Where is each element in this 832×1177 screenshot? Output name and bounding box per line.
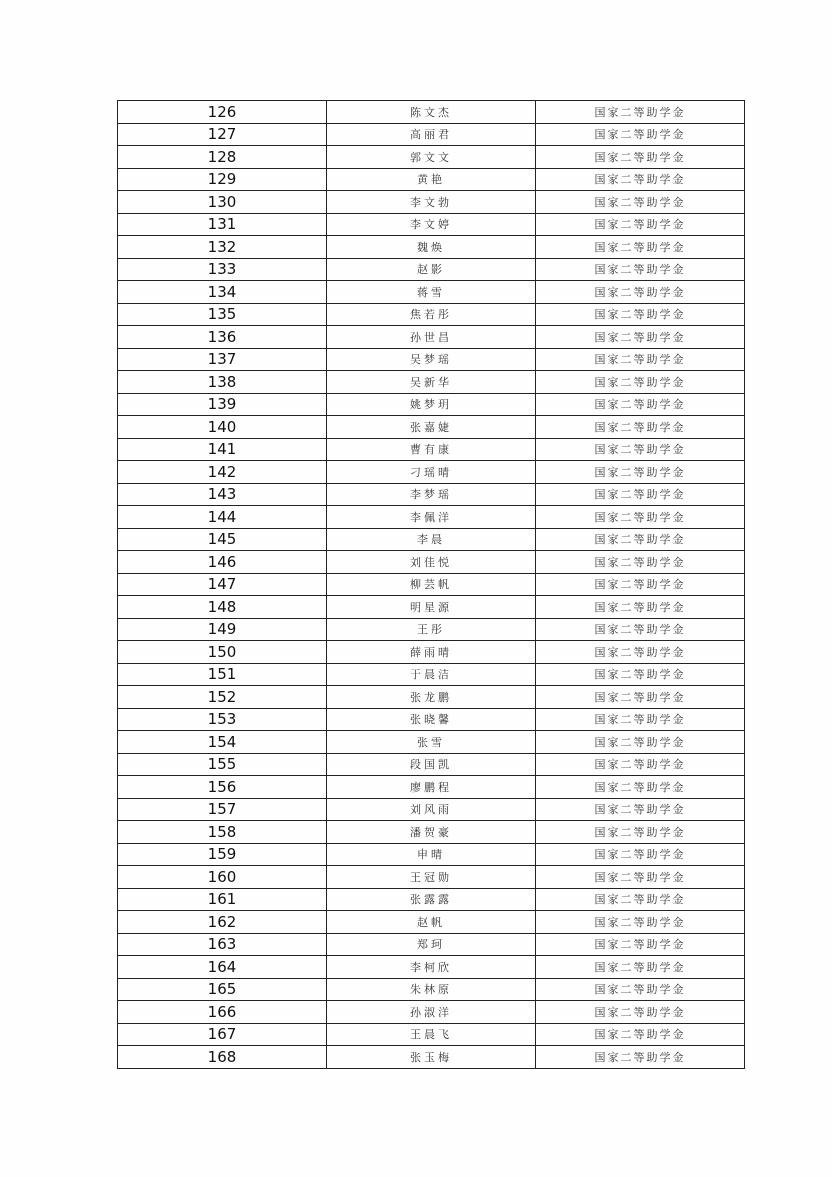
award-type-cell: 国家二等助学金 xyxy=(536,461,745,484)
table-row xyxy=(118,1001,745,1024)
table-row xyxy=(118,461,745,484)
student-name-cell: 薛雨晴 xyxy=(327,641,536,664)
student-name-cell: 刁瑶晴 xyxy=(327,461,536,484)
student-name-cell: 李梦瑶 xyxy=(327,483,536,506)
award-type-cell: 国家二等助学金 xyxy=(536,573,745,596)
row-number-cell: 168 xyxy=(118,1046,327,1069)
award-type-cell: 国家二等助学金 xyxy=(536,528,745,551)
student-name-cell: 段国凯 xyxy=(327,753,536,776)
award-type-cell: 国家二等助学金 xyxy=(536,483,745,506)
table-row xyxy=(118,708,745,731)
award-type-cell: 国家二等助学金 xyxy=(536,798,745,821)
table-row xyxy=(118,978,745,1001)
award-type-cell: 国家二等助学金 xyxy=(536,551,745,574)
row-number-cell: 140 xyxy=(118,416,327,439)
table-row xyxy=(118,303,745,326)
row-number-cell: 129 xyxy=(118,168,327,191)
award-type-cell: 国家二等助学金 xyxy=(536,258,745,281)
row-number-cell: 145 xyxy=(118,528,327,551)
award-type-cell: 国家二等助学金 xyxy=(536,978,745,1001)
student-name-cell: 孙世昌 xyxy=(327,326,536,349)
student-name-cell: 申晴 xyxy=(327,843,536,866)
row-number-cell: 158 xyxy=(118,821,327,844)
award-type-cell: 国家二等助学金 xyxy=(536,191,745,214)
table-row xyxy=(118,821,745,844)
table-row xyxy=(118,123,745,146)
student-name-cell: 李文婷 xyxy=(327,213,536,236)
award-table xyxy=(117,100,745,1069)
student-name-cell: 郭文文 xyxy=(327,146,536,169)
row-number-cell: 165 xyxy=(118,978,327,1001)
row-number-cell: 130 xyxy=(118,191,327,214)
award-type-cell: 国家二等助学金 xyxy=(536,731,745,754)
row-number-cell: 167 xyxy=(118,1023,327,1046)
student-name-cell: 李柯欣 xyxy=(327,956,536,979)
award-type-cell: 国家二等助学金 xyxy=(536,168,745,191)
row-number-cell: 126 xyxy=(118,101,327,124)
row-number-cell: 154 xyxy=(118,731,327,754)
table-row xyxy=(118,573,745,596)
student-name-cell: 李佩洋 xyxy=(327,506,536,529)
table-row xyxy=(118,911,745,934)
row-number-cell: 128 xyxy=(118,146,327,169)
student-name-cell: 张玉梅 xyxy=(327,1046,536,1069)
row-number-cell: 153 xyxy=(118,708,327,731)
table-row xyxy=(118,416,745,439)
award-table-body xyxy=(118,101,745,1069)
award-type-cell: 国家二等助学金 xyxy=(536,393,745,416)
table-row xyxy=(118,348,745,371)
row-number-cell: 131 xyxy=(118,213,327,236)
row-number-cell: 143 xyxy=(118,483,327,506)
award-type-cell: 国家二等助学金 xyxy=(536,213,745,236)
award-type-cell: 国家二等助学金 xyxy=(536,281,745,304)
table-row xyxy=(118,146,745,169)
award-type-cell: 国家二等助学金 xyxy=(536,708,745,731)
award-type-cell: 国家二等助学金 xyxy=(536,888,745,911)
row-number-cell: 144 xyxy=(118,506,327,529)
table-row xyxy=(118,191,745,214)
table-row xyxy=(118,438,745,461)
table-row xyxy=(118,168,745,191)
table-row xyxy=(118,326,745,349)
table-row xyxy=(118,281,745,304)
student-name-cell: 刘风雨 xyxy=(327,798,536,821)
table-row xyxy=(118,371,745,394)
row-number-cell: 139 xyxy=(118,393,327,416)
award-type-cell: 国家二等助学金 xyxy=(536,303,745,326)
row-number-cell: 152 xyxy=(118,686,327,709)
table-row xyxy=(118,731,745,754)
table-row xyxy=(118,506,745,529)
student-name-cell: 王晨飞 xyxy=(327,1023,536,1046)
award-type-cell: 国家二等助学金 xyxy=(536,506,745,529)
student-name-cell: 赵影 xyxy=(327,258,536,281)
student-name-cell: 张雪 xyxy=(327,731,536,754)
row-number-cell: 147 xyxy=(118,573,327,596)
table-row xyxy=(118,551,745,574)
row-number-cell: 156 xyxy=(118,776,327,799)
student-name-cell: 姚梦玥 xyxy=(327,393,536,416)
student-name-cell: 廖鹏程 xyxy=(327,776,536,799)
table-row xyxy=(118,101,745,124)
award-type-cell: 国家二等助学金 xyxy=(536,236,745,259)
student-name-cell: 魏焕 xyxy=(327,236,536,259)
row-number-cell: 151 xyxy=(118,663,327,686)
student-name-cell: 吴梦瑶 xyxy=(327,348,536,371)
student-name-cell: 吴新华 xyxy=(327,371,536,394)
student-name-cell: 赵帆 xyxy=(327,911,536,934)
student-name-cell: 郑珂 xyxy=(327,933,536,956)
award-type-cell: 国家二等助学金 xyxy=(536,371,745,394)
row-number-cell: 162 xyxy=(118,911,327,934)
student-name-cell: 柳芸帆 xyxy=(327,573,536,596)
table-row xyxy=(118,1046,745,1069)
award-type-cell: 国家二等助学金 xyxy=(536,821,745,844)
student-name-cell: 刘佳悦 xyxy=(327,551,536,574)
award-type-cell: 国家二等助学金 xyxy=(536,843,745,866)
award-type-cell: 国家二等助学金 xyxy=(536,933,745,956)
table-row xyxy=(118,528,745,551)
award-type-cell: 国家二等助学金 xyxy=(536,1046,745,1069)
table-row xyxy=(118,798,745,821)
table-row xyxy=(118,663,745,686)
row-number-cell: 155 xyxy=(118,753,327,776)
award-type-cell: 国家二等助学金 xyxy=(536,596,745,619)
row-number-cell: 138 xyxy=(118,371,327,394)
student-name-cell: 黄艳 xyxy=(327,168,536,191)
student-name-cell: 明星源 xyxy=(327,596,536,619)
award-type-cell: 国家二等助学金 xyxy=(536,686,745,709)
award-type-cell: 国家二等助学金 xyxy=(536,416,745,439)
award-type-cell: 国家二等助学金 xyxy=(536,123,745,146)
student-name-cell: 张嘉婕 xyxy=(327,416,536,439)
table-row xyxy=(118,956,745,979)
award-type-cell: 国家二等助学金 xyxy=(536,101,745,124)
student-name-cell: 张晓馨 xyxy=(327,708,536,731)
student-name-cell: 焦若彤 xyxy=(327,303,536,326)
award-type-cell: 国家二等助学金 xyxy=(536,911,745,934)
award-type-cell: 国家二等助学金 xyxy=(536,641,745,664)
award-type-cell: 国家二等助学金 xyxy=(536,618,745,641)
row-number-cell: 146 xyxy=(118,551,327,574)
row-number-cell: 134 xyxy=(118,281,327,304)
row-number-cell: 133 xyxy=(118,258,327,281)
row-number-cell: 137 xyxy=(118,348,327,371)
row-number-cell: 149 xyxy=(118,618,327,641)
award-type-cell: 国家二等助学金 xyxy=(536,1023,745,1046)
table-row xyxy=(118,866,745,889)
student-name-cell: 王彤 xyxy=(327,618,536,641)
row-number-cell: 160 xyxy=(118,866,327,889)
table-row xyxy=(118,236,745,259)
row-number-cell: 148 xyxy=(118,596,327,619)
student-name-cell: 王冠勋 xyxy=(327,866,536,889)
student-name-cell: 孙淑洋 xyxy=(327,1001,536,1024)
award-type-cell: 国家二等助学金 xyxy=(536,866,745,889)
table-row xyxy=(118,483,745,506)
student-name-cell: 张龙鹏 xyxy=(327,686,536,709)
table-row xyxy=(118,213,745,236)
award-type-cell: 国家二等助学金 xyxy=(536,663,745,686)
table-row xyxy=(118,1023,745,1046)
row-number-cell: 161 xyxy=(118,888,327,911)
award-type-cell: 国家二等助学金 xyxy=(536,348,745,371)
table-row xyxy=(118,933,745,956)
table-row xyxy=(118,258,745,281)
row-number-cell: 132 xyxy=(118,236,327,259)
table-row xyxy=(118,641,745,664)
award-type-cell: 国家二等助学金 xyxy=(536,326,745,349)
table-row xyxy=(118,753,745,776)
student-name-cell: 潘贺豪 xyxy=(327,821,536,844)
student-name-cell: 蒋雪 xyxy=(327,281,536,304)
row-number-cell: 141 xyxy=(118,438,327,461)
student-name-cell: 李文勃 xyxy=(327,191,536,214)
row-number-cell: 136 xyxy=(118,326,327,349)
student-name-cell: 高丽君 xyxy=(327,123,536,146)
award-type-cell: 国家二等助学金 xyxy=(536,438,745,461)
row-number-cell: 159 xyxy=(118,843,327,866)
table-row xyxy=(118,618,745,641)
row-number-cell: 142 xyxy=(118,461,327,484)
row-number-cell: 135 xyxy=(118,303,327,326)
row-number-cell: 164 xyxy=(118,956,327,979)
student-name-cell: 曹有康 xyxy=(327,438,536,461)
table-row xyxy=(118,843,745,866)
table-row xyxy=(118,888,745,911)
row-number-cell: 157 xyxy=(118,798,327,821)
student-name-cell: 朱林原 xyxy=(327,978,536,1001)
student-name-cell: 张露露 xyxy=(327,888,536,911)
table-row xyxy=(118,686,745,709)
award-type-cell: 国家二等助学金 xyxy=(536,1001,745,1024)
student-name-cell: 李晨 xyxy=(327,528,536,551)
award-type-cell: 国家二等助学金 xyxy=(536,776,745,799)
student-name-cell: 陈文杰 xyxy=(327,101,536,124)
student-name-cell: 于晨洁 xyxy=(327,663,536,686)
table-row xyxy=(118,776,745,799)
row-number-cell: 166 xyxy=(118,1001,327,1024)
row-number-cell: 150 xyxy=(118,641,327,664)
row-number-cell: 127 xyxy=(118,123,327,146)
row-number-cell: 163 xyxy=(118,933,327,956)
table-row xyxy=(118,393,745,416)
award-type-cell: 国家二等助学金 xyxy=(536,146,745,169)
award-type-cell: 国家二等助学金 xyxy=(536,753,745,776)
award-type-cell: 国家二等助学金 xyxy=(536,956,745,979)
table-row xyxy=(118,596,745,619)
